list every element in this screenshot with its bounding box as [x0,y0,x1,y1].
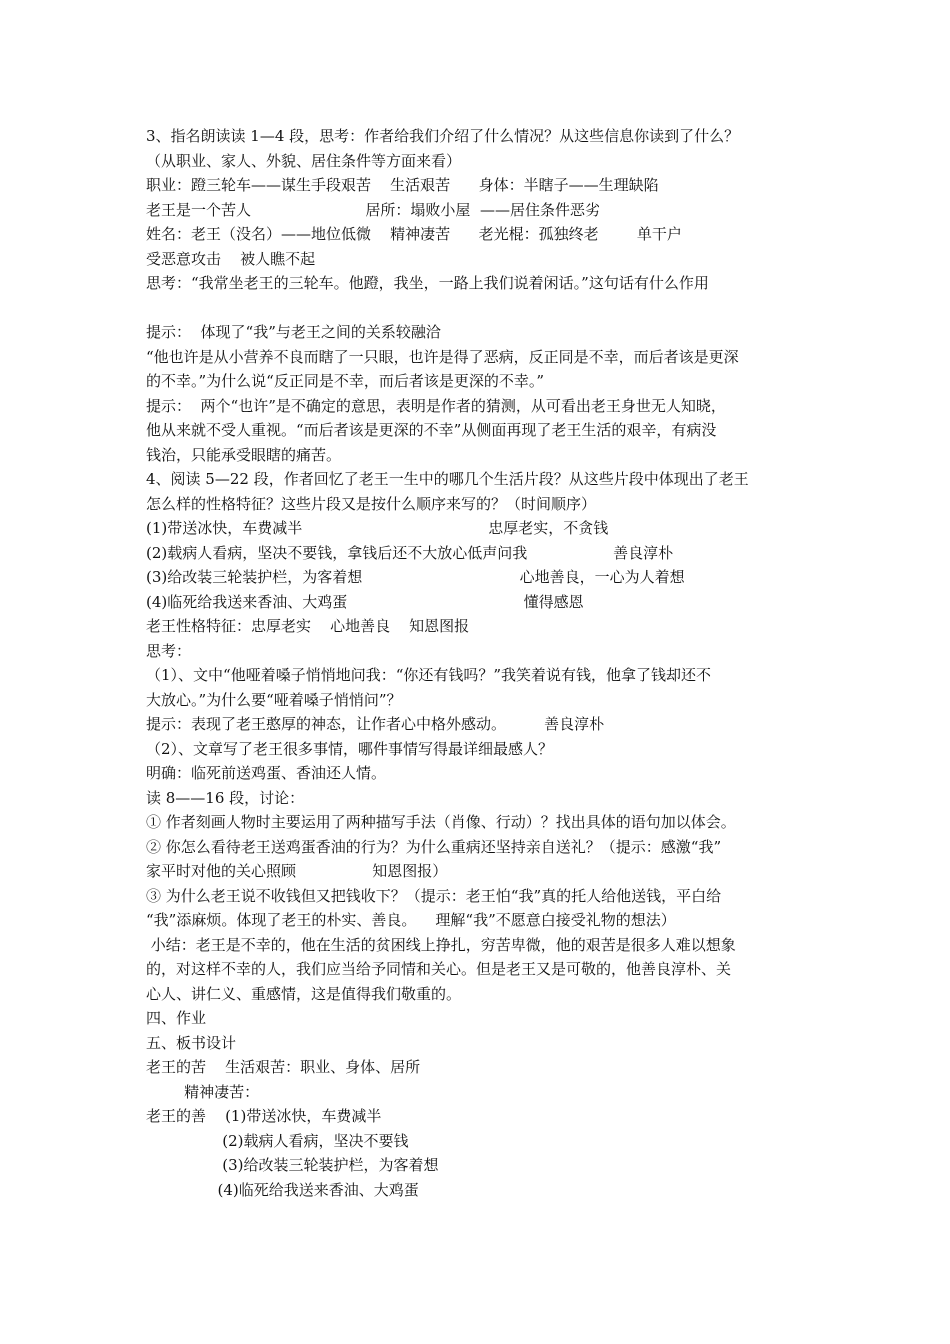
text-line: (3)给改装三轮装护栏，为客着想 心地善良，一心为人着想 [146,568,685,586]
text-line: 四、作业 [146,1009,207,1027]
text-line: 提示： 两个“也许”是不确定的意思，表明是作者的猜测，从可看出老王身世无人知晓， [146,396,726,415]
text-line: ② 你怎么看待老王送鸡蛋香油的行为？为什么重病还坚持亲自送礼？（提示：感激“我” [146,837,722,856]
text-line: 思考：“我常坐老王的三轮车。他蹬，我坐，一路上我们说着闲话。”这句话有什么作用 [146,274,709,292]
text-line: 4、阅读 5—22 段，作者回忆了老王一生中的哪几个生活片段？从这些片段中体现出了老王 [146,470,749,488]
text-line: （2）、文章写了老王很多事情，哪件事情写得最详细最感人？ [146,739,554,758]
text-line: 精神凄苦： [146,1082,260,1101]
text-line: （从职业、家人、外貌、居住条件等方面来看） [146,151,462,170]
text-line: 五、板书设计 [146,1033,237,1052]
text-line: 职业：蹬三轮车——谋生手段艰苦 生活艰苦 身体：半瞎子——生理缺陷 [146,176,659,194]
document-body [146,124,816,1202]
text-line: 老王的苦 生活艰苦：职业、身体、居所 [146,1058,421,1076]
text-line: (2)载病人看病，坚决不要钱，拿钱后还不大放心低声问我 善良淳朴 [146,543,674,562]
text-line: （1）、文中“他哑着嗓子悄悄地问我：“你还有钱吗？”我笑着说有钱，他拿了钱却还不 [146,666,712,684]
text-line: ① 作者刻画人物时主要运用了两种描写手法（肖像、行动）？找出具体的语句加以体会。 [146,813,736,831]
text-line: 受恶意攻击 被人瞧不起 [146,249,316,268]
text-line: 的，对这样不幸的人，我们应当给予同情和关心。但是老王又是可敬的，他善良淳朴、关 [146,960,732,978]
text-line: 钱治，只能承受眼瞎的痛苦。 [146,445,342,464]
text-line: 家平时对他的关心照顾 知恩图报） [146,862,448,880]
text-line: 小结：老王是不幸的，他在生活的贫困线上挣扎，穷苦卑微，他的艰苦是很多人难以想象 [146,935,736,954]
text-line: 的不幸。”为什么说“反正同是不幸，而后者该是更深的不幸。” [146,372,545,390]
text-line: 他从来就不受人重视。“而后者该是更深的不幸”从侧面再现了老王生活的艰辛，有病没 [146,421,717,439]
text-line: 明确：临死前送鸡蛋、香油还人情。 [146,764,387,782]
text-line: (2)载病人看病，坚决不要钱 [146,1131,409,1150]
text-line: (3)给改装三轮装护栏，为客着想 [146,1156,439,1174]
text-line: 提示： 体现了“我”与老王之间的关系较融洽 [146,323,441,341]
text-line: (4)临死给我送来香油、大鸡蛋 懂得感恩 [146,592,584,611]
text-line: 姓名：老王（没名）——地位低微 精神凄苦 老光棍：孤独终老 单干户 [146,225,682,243]
text-line: 老王性格特征：忠厚老实 心地善良 知恩图报 [146,617,470,635]
text-line: 老王是一个苦人 居所：塌败小屋 ——居住条件恶劣 [146,200,600,219]
text-line: 心人、讲仁义、重感情，这是值得我们敬重的。 [146,984,462,1003]
text-line: 怎么样的性格特征？这些片段又是按什么顺序来写的？（时间顺序） [146,494,597,513]
text-line: 大放心。”为什么要“哑着嗓子悄悄问”？ [146,690,402,709]
text-line: 3、指名朗读读 1—4 段，思考：作者给我们介绍了什么情况？从这些信息你读到了什么？ [146,127,740,145]
text-line: (4)临死给我送来香油、大鸡蛋 [146,1180,419,1199]
text-line: ③ 为什么老王说不收钱但又把钱收下？（提示：老王怕“我”真的托人给他送钱，平白给 [146,886,722,905]
text-line: “我”添麻烦。体现了老王的朴实、善良。 理解“我”不愿意白接受礼物的想法） [146,911,676,929]
text-line: (1)带送冰快，车费减半 忠厚老实，不贪钱 [146,519,609,537]
text-line: 思考： [146,641,192,660]
text-line [146,296,816,321]
text-line: “他也许是从小营养不良而瞎了一只眼，也许是得了恶病，反正同是不幸，而后者该是更深 [146,347,739,366]
text-line: 提示：表现了老王憨厚的神态，让作者心中格外感动。 善良淳朴 [146,715,605,733]
text-line: 读 8——16 段，讨论： [146,788,305,807]
text-line: 老王的善 (1)带送冰快，车费减半 [146,1107,382,1125]
